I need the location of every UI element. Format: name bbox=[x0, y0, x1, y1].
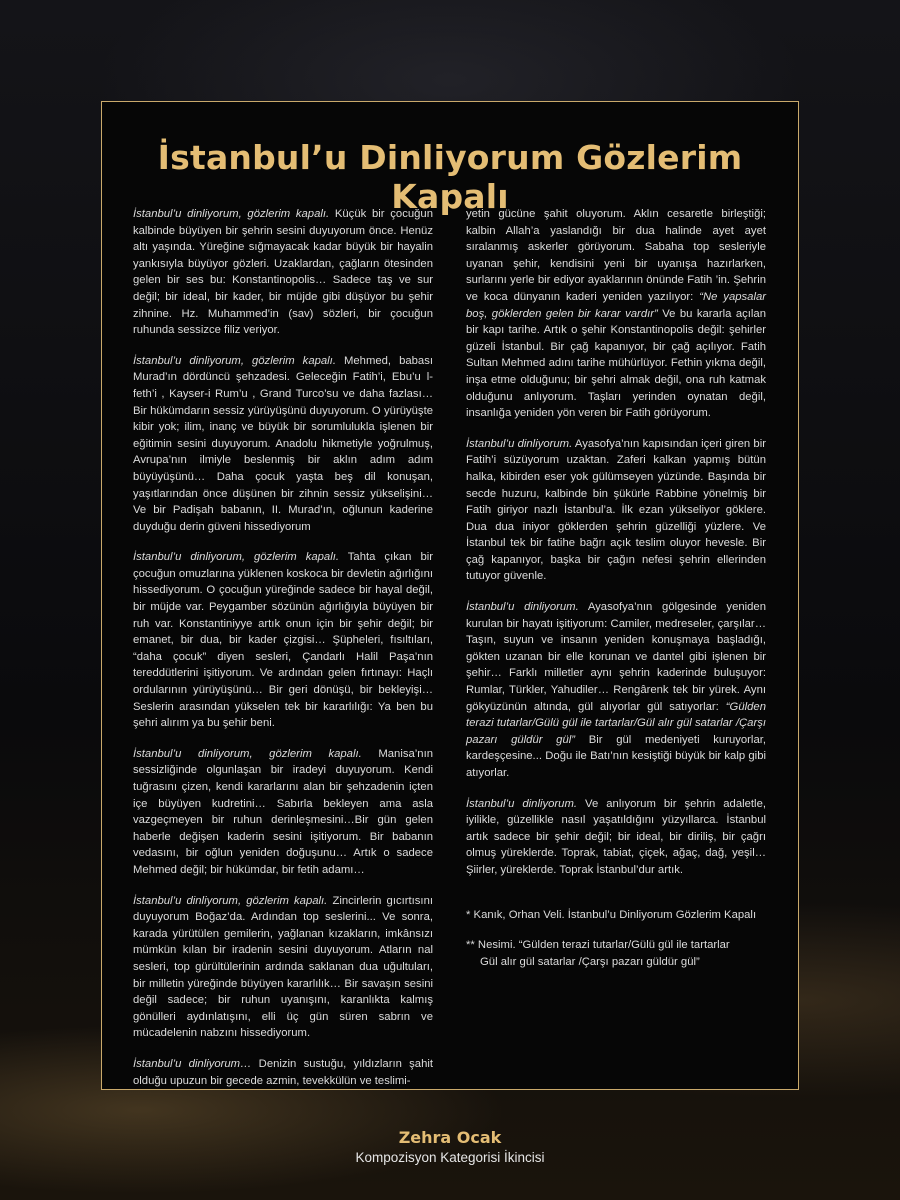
paragraph bbox=[133, 1056, 433, 1089]
paragraph-text: Mehmed, babası Murad’ın dördüncü şehzadesi. Geleceğin Fatih’i, Ebu’u l-feth’i , Kayser-i Rum’u , Grand Turco’su ve daha fazlası… Bir hükümdarın sessiz yürüyüşünü duyuyorum. O yürüyüşte kibir yok; ilim, inanç ve büyük bir sorumlulukla işlenen bir eğitimin sesini duyuyorum. Anadolu hikmetiyle yoğrulmuş, Avrupa’nın ilmiyle beslenmiş bir aklın adım adım büyüyüşünü… Daha çocuk yaşta beş dil konuşan, yaşıtlarından önce düşünen bir zihnin sessiz yükselişini… Ve bir Padişah babanın, II. Murad’ın, oğlunun kaderine duyduğu derin güveni hissediyorum bbox=[133, 354, 433, 533]
footnote-line: ** Nesimi. “Gülden terazi tutarlar/Gülü gül ile tartarlar bbox=[466, 939, 730, 952]
paragraph-lead: İstanbul’u dinliyorum, gözlerim kapalı. bbox=[133, 208, 330, 220]
article-title: İstanbul’u Dinliyorum Gözlerim Kapalı bbox=[157, 138, 743, 216]
paragraph bbox=[133, 353, 433, 536]
paragraph-text: Denizin sustuğu, yıldızların şahit olduğu upuzun bir gecede azmin, tevekkülün ve teslimi- bbox=[133, 1057, 434, 1087]
paragraph-lead: İstanbul’u dinliyorum. bbox=[466, 437, 573, 450]
paragraph-lead: İstanbul’u dinliyorum, gözlerim kapalı. bbox=[133, 551, 339, 564]
paragraph bbox=[466, 436, 766, 585]
paragraph bbox=[133, 206, 433, 339]
paragraph-tail: Ve bu kararla açılan bir kapı tarihe. Artık o şehir Konstantinopolis değil: şehirler güzeli İstanbul. Bir çağ kapanıyor, bir çağ açılıyor. Fatih Sultan Mehmed adını tarihe mühürlüyor. Fethin yıkma değil, inşa etme olduğunu; bir şehri almak değil, ona ruh katmak olduğunu anlıyorum. Taşları yerinden oynatan değil, insanlığa yeniden yön veren bir Fatih görüyorum. bbox=[466, 307, 766, 420]
left-column bbox=[133, 206, 433, 1103]
paragraph bbox=[133, 893, 433, 1042]
paragraph bbox=[466, 599, 766, 782]
award-caption: Kompozisyon Kategorisi İkincisi bbox=[355, 1150, 545, 1165]
paragraph-lead: İstanbul’u dinliyorum, gözlerim kapalı. bbox=[133, 747, 362, 760]
footnote bbox=[466, 937, 766, 970]
paragraph-lead: İstanbul’u dinliyorum. bbox=[466, 601, 579, 614]
paragraph bbox=[466, 796, 766, 879]
paragraph-text: yetin gücüne şahit oluyorum. Aklın cesaretle birleştiği; kalbin Allah’a yaslandığı bir dua halinde ayet ayet sıralanmış askerler görüyorum. Sabaha top sesleriyle uyanan şehir, kendisini yeni bir uyanışa hazırlarken, surlarını yerle bir ediyor ayaklarının önünde Fatih ’in. Şehrin ve koca dünyanın kaderi yeniden yazılıyor: bbox=[466, 208, 766, 303]
paragraph-text: Manisa’nın sessizliğinde olgunlaşan bir iradeyi duyuyorum. Kendi tuğrasını çizen, kendi kararlarını alan bir şehzadenin içten içe büyüyen kudretini… Sabırla bekleyen ama asla vazgeçmeyen bir ruhun derinleşmesini…Bir gün gelen haberle değişen kaderin sesini işitiyorum. Bir babanın vedasını, bir oğlun yeniden doğuşunu… Artık o sadece Mehmed değil; bir hükümdar, bir fetih adamı… bbox=[133, 747, 433, 876]
paragraph-lead: İstanbul’u dinliyorum. bbox=[466, 797, 578, 810]
paragraph-text: Ayasofya’nın kapısından içeri giren bir Fatih’i süzüyorum uzaktan. Zaferi kalkan yapmış bütün halka, kibirden eser yok gülümseyen yüzünde. Başında bir secde huzuru, kalbinde bin şükürle Rabbine yönelmiş bir Fatih giriyor nazlı İstanbul’a. İlk ezan yükseliyor göklere. Dua dua iniyor göklerden şehrin güzelliği yüzlere. Ve İstanbul tek bir fatihe bağrı açık teslim oluyor hevesle. Bir çağ kapanıyor, başka bir çağın nefesi şehrin ellerinden tutuyor güvenle. bbox=[466, 437, 766, 583]
paragraph-lead: İstanbul’u dinliyorum… bbox=[133, 1057, 252, 1070]
paragraph-lead: İstanbul’u dinliyorum, gözlerim kapalı. bbox=[133, 354, 336, 367]
author-name: Zehra Ocak bbox=[398, 1128, 502, 1147]
paragraph-quote: “Gülden terazi tutarlar/Gülü gül ile tartarlar/Gül alır gül satarlar /Çarşı pazarı güldür gül” bbox=[466, 700, 766, 746]
paragraph bbox=[133, 549, 433, 732]
footnotes bbox=[466, 907, 766, 971]
paragraph-text: Tahta çıkan bir çocuğun omuzlarına yüklenen koskoca bir devletin ağırlığını hissediyorum. O çocuğun yüreğinde sadece bir hayal değil, bir müjde var. Peygamber sözünün ağırlığıyla büyüyen bir ruh var. Konstantiniyye artık onun için bir şehir değil; bir emanet, bir dua, bir kader çizgisi… Şüpheleri, fısıltıları, “daha çocuk” diyen sesleri, Çandarlı Halil Paşa’nın tereddütlerini işitiyorum. Ve ardından gelen fırtınayı: Haçlı ordularının yürüyüşünü… Bir geri dönüşü, bir bekleyişi… Seslerin arasından yükselen tek bir kararlılığı: Ya ben bu şehri alırım ya bu şehir beni. bbox=[133, 551, 433, 730]
right-column bbox=[466, 206, 766, 984]
signature bbox=[0, 1128, 900, 1165]
paragraph bbox=[133, 746, 433, 879]
paragraph-text: Zincirlerin gıcırtısını duyuyorum Boğaz’da. Ardından top seslerini... Ve sonra, karada yürütülen gemilerin, yağlanan kızakların, imkânsızı mümkün kılan bir iradenin sesini duyuyorum. Atların nal sesleri, top gürültülerinin ardında saklanan dua uğultuları, bir milletin yüreğinde büyüyen kararlılık… Bir savaşın sesini değil sadece; bir ruhun uyanışını, karanlıkta kalmış gönülleri aydınlatışını, elli üç gün süren sabrın ve mücadelenin nabzını hissediyorum. bbox=[133, 894, 433, 1040]
paragraph-tail: Bir gül medeniyeti kuruyorlar, kardeşçesine... Doğu ile Batı’nın kesiştiği büyük bir kalp gibi atıyorlar. bbox=[466, 733, 766, 779]
article-frame bbox=[101, 101, 799, 1090]
paragraph-text: Küçük bir çocuğun kalbinde büyüyen bir şehrin sesini duyuyorum önce. Henüz altı yaşında. Yüreğine sığmayacak kadar büyük bir hayalin yankısıyla büyüyor gözleri. Uzaklardan, çağların ötesinden gelen bir ses bu: Konstantinopolis… Sadece taş ve sur değil; bir ideal, bir kader, bir müjde gibi düşüyor bu şehir zihnine. Hz. Muhammed’in (sav) sözleri, bir çocuğun ruhunda sessizce filiz veriyor. bbox=[133, 208, 433, 337]
paragraph-text: Ve anlıyorum bir şehrin adaletle, iyilikle, güzellikle nasıl yaşatıldığını yüzyıllarca. İstanbul artık sadece bir şehir değil; bir ideal, bir diriliş, bir çağrı olmuş yüreklerde. Toprak, tabiat, çiçek, ağaç, dağ, yeşil… Şiirler, yüreklerde. Toprak İstanbul’dur artık. bbox=[466, 797, 766, 876]
paragraph-quote: “Ne yapsalar boş, göklerden gelen bir karar vardır” bbox=[466, 290, 767, 320]
paragraph-lead: İstanbul’u dinliyorum, gözlerim kapalı. bbox=[133, 894, 328, 907]
paragraph-text: Ayasofya’nın gölgesinde yeniden kurulan bir hayatı işitiyorum: Camiler, medreseler, çarşılar… Taşın, suyun ve insanın yeniden konuşmaya başladığı, gökten uzanan bir elle korunan ve dantel gibi işlenen bir şehir… Farklı milletler aynı şehrin kaderinde buluşuyor: Rumlar, Türkler, Yahudiler… Rengârenk tek bir yürek. Aynı gökyüzünün altında, gül alıyorlar gül satıyorlar: bbox=[466, 601, 766, 713]
footnote-line: Gül alır gül satarlar /Çarşı pazarı güldür gül” bbox=[480, 955, 700, 968]
footnote: * Kanık, Orhan Veli. İstanbul’u Dinliyorum Gözlerim Kapalı bbox=[466, 908, 757, 921]
paragraph bbox=[466, 206, 766, 422]
